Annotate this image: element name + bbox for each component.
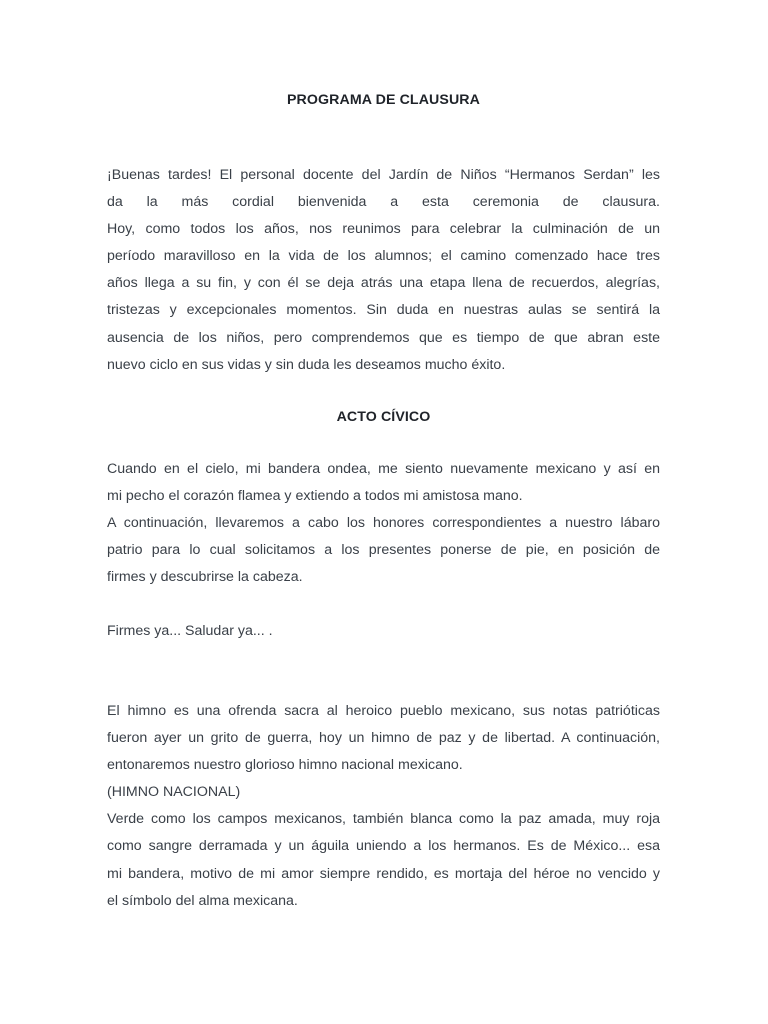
document-title: PROGRAMA DE CLAUSURA	[286, 92, 480, 108]
intro-line: nuevo ciclo en sus vidas y sin duda les deseamos mucho éxito.	[107, 356, 506, 373]
intro-line: tristezas y excepcionales momentos. Sin duda en nuestras aulas se sentirá la	[107, 302, 660, 319]
civic-line: firmes y descubrirse la cabeza.	[107, 569, 303, 586]
civic-line: Cuando en el cielo, mi bandera ondea, me siento nuevamente mexicano y así en	[107, 461, 660, 477]
hymn-line: entonaremos nuestro glorioso himno nacional mexicano.	[107, 757, 463, 774]
civic-line: A continuación, llevaremos a cabo los honores correspondientes a nuestro lábaro	[107, 515, 660, 532]
civic-line: mi pecho el corazón flamea y extiendo a todos mi amistosa mano.	[107, 488, 523, 505]
civic-paragraph	[107, 456, 660, 591]
intro-line: Hoy, como todos los años, nos reunimos para celebrar la culminación de un	[107, 221, 660, 238]
flag-line: el símbolo del alma mexicana.	[107, 892, 298, 909]
intro-paragraph	[107, 162, 660, 379]
hymn-marker: (HIMNO NACIONAL)	[107, 784, 241, 801]
hymn-line: El himno es una ofrenda sacra al heroico pueblo mexicano, sus notas patrióticas	[107, 703, 660, 719]
intro-line: da la más cordial bienvenida a esta ceremonia de clausura.	[107, 194, 660, 211]
flag-line: como sangre derramada y un águila uniendo a los hermanos. Es de México... esa	[107, 838, 660, 855]
intro-line: período maravilloso en la vida de los alumnos; el camino comenzado hace tres	[107, 248, 660, 265]
intro-line: ¡Buenas tardes! El personal docente del Jardín de Niños “Hermanos Serdan” les	[107, 167, 660, 183]
civic-line: patrio para lo cual solicitamos a los presentes ponerse de pie, en posición de	[107, 542, 660, 559]
flag-line: Verde como los campos mexicanos, también blanca como la paz amada, muy roja	[107, 811, 660, 828]
section-title: ACTO CÍVICO	[336, 409, 431, 425]
intro-line: años llega a su fin, y con él se deja atrás una etapa llena de recuerdos, alegrías,	[107, 275, 660, 292]
command-paragraph	[107, 618, 660, 645]
intro-line: ausencia de los niños, pero comprendemos que es tiempo de que abran este	[107, 329, 660, 346]
hymn-line: fueron ayer un grito de guerra, hoy un himno de paz y de libertad. A continuación,	[107, 730, 660, 747]
command-line: Firmes ya... Saludar ya... .	[107, 623, 273, 639]
flag-line: mi bandera, motivo de mi amor siempre rendido, es mortaja del héroe no vencido y	[107, 865, 660, 882]
hymn-paragraph	[107, 698, 660, 915]
